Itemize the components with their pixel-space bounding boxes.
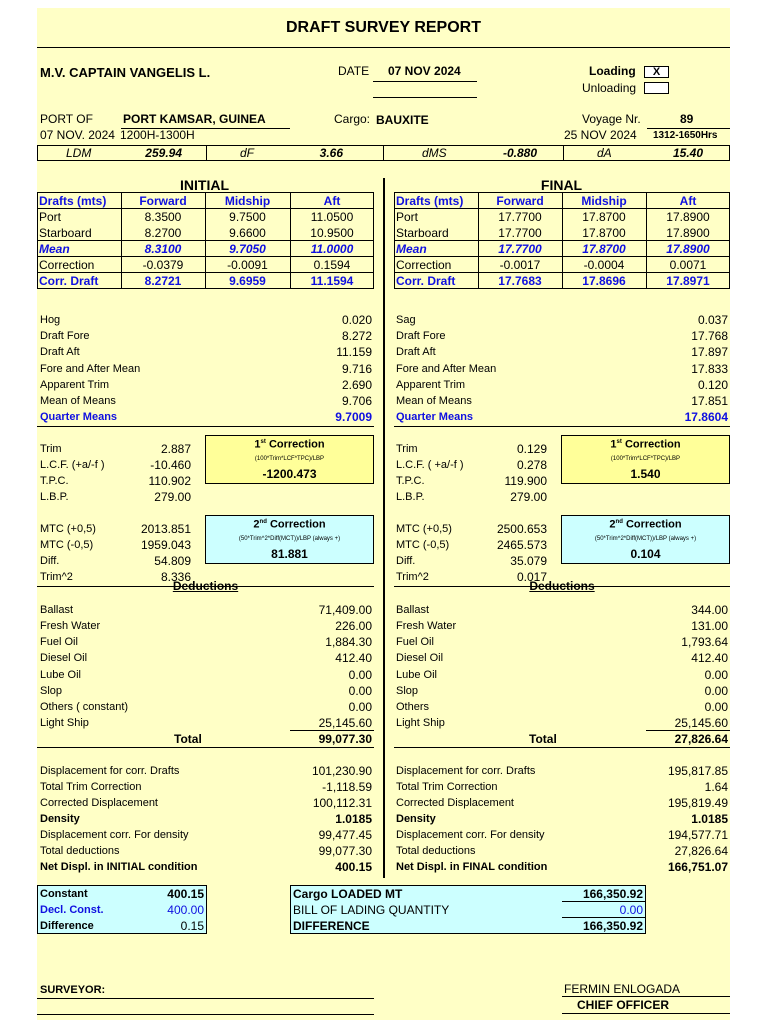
final-corr2-sup: nd [615, 519, 623, 525]
initial-lbp-value: 279.00 [154, 490, 191, 504]
final-first-correction-box [561, 435, 730, 484]
initial-mean-of-means-label: Mean of Means [40, 395, 116, 407]
final-trim2-value: 0.017 [516, 570, 547, 584]
initial-stbd-aft: 10.9500 [310, 226, 354, 240]
initial-stbd-midship: 9.6600 [229, 226, 266, 240]
initial-port-aft: 11.0500 [310, 210, 354, 224]
initial-draft-aft-value: 11.159 [336, 345, 372, 359]
officer-signature-line-2 [562, 1013, 730, 1014]
final-col-aft: Aft [679, 194, 697, 208]
final-slop-label: Slop [396, 685, 419, 697]
final-total-value: 27,826.64 [674, 732, 728, 746]
initial-mean-midship: 9.7050 [229, 242, 266, 256]
initial-lube-oil-label: Lube Oil [40, 669, 81, 681]
initial-row-correction: Correction [39, 258, 95, 272]
final-lube-oil-value: 0.00 [704, 668, 728, 682]
final-ballast-label: Ballast [396, 604, 430, 616]
initial-lcf-value: -10.460 [150, 458, 191, 472]
final-mean-forward: 17.7700 [498, 242, 542, 256]
final-row-corr-draft: Corr. Draft [396, 274, 456, 288]
initial-row-starboard: Starboard [39, 226, 92, 240]
loading-checkbox[interactable]: X [644, 66, 669, 78]
initial-net-displ-label: Net Displ. in INITIAL condition [40, 861, 198, 873]
final-trim-label: Trim [396, 443, 418, 455]
initial-fa-mean-label: Fore and After Mean [40, 363, 141, 375]
summary-ldm-value: 259.94 [145, 146, 182, 160]
final-corr-midship: -0.0004 [583, 258, 625, 272]
cargo-box [290, 885, 646, 934]
decl-const-label: Decl. Const. [40, 904, 104, 916]
final-row-port: Port [396, 210, 419, 224]
initial-disp-density-label: Displacement corr. For density [40, 829, 189, 841]
initial-trim2-label: Trim^2 [40, 571, 73, 583]
bill-of-lading-label: BILL OF LADING QUANTITY [293, 903, 450, 917]
initial-mean-aft: 11.0000 [310, 242, 354, 256]
final-time: 1312-1650Hrs [653, 130, 718, 141]
final-sag-value: 0.037 [697, 313, 728, 327]
final-corr2-num: 2 [609, 518, 616, 531]
final-row-starboard: Starboard [396, 226, 449, 240]
final-diff-value: 35.079 [510, 554, 547, 568]
cargo-loaded-label: Cargo LOADED MT [293, 887, 403, 901]
final-total-deductions-value: 27,826.64 [674, 844, 728, 858]
initial-corr1-num: 1 [254, 438, 261, 451]
final-corrected-disp-value: 195,819.49 [667, 796, 728, 810]
initial-corr-forward: -0.0379 [142, 258, 184, 272]
initial-port-midship: 9.7500 [229, 210, 266, 224]
initial-corr1-sup: st [260, 439, 266, 445]
final-heading: FINAL [540, 177, 583, 193]
final-diff-label: Diff. [396, 555, 416, 567]
final-trim-corr-label: Total Trim Correction [396, 781, 498, 793]
final-mean-of-means-label: Mean of Means [396, 395, 472, 407]
final-row-mean: Mean [396, 242, 427, 256]
initial-diesel-oil-value: 412.40 [335, 651, 372, 665]
summary-dms-label: dMS [422, 146, 447, 160]
final-mtc-plus-value: 2500.653 [496, 522, 547, 536]
final-corr2-value: 0.104 [630, 547, 661, 561]
final-disp-density-label: Displacement corr. For density [396, 829, 545, 841]
initial-col-midship: Midship [224, 194, 271, 208]
cargo-difference-value: 166,350.92 [582, 919, 643, 933]
initial-mean-of-means-value: 9.706 [341, 394, 372, 408]
initial-trim-corr-label: Total Trim Correction [40, 781, 142, 793]
final-draft-aft-value: 17.897 [691, 345, 728, 359]
final-mtc-minus-value: 2465.573 [496, 538, 547, 552]
final-disp-corr-value: 195,817.85 [667, 764, 728, 778]
officer-title: CHIEF OFFICER [577, 998, 669, 1012]
final-cd-aft: 17.8971 [666, 274, 710, 288]
initial-col-forward: Forward [139, 194, 187, 208]
unloading-label: Unloading [582, 81, 637, 95]
initial-disp-corr-value: 101,230.90 [311, 764, 372, 778]
initial-second-correction-box [205, 515, 374, 564]
final-lube-oil-label: Lube Oil [396, 669, 437, 681]
unloading-checkbox[interactable] [644, 82, 669, 94]
initial-lube-oil-value: 0.00 [348, 668, 372, 682]
final-light-ship-value: 25,145.60 [674, 716, 728, 730]
final-apparent-trim-label: Apparent Trim [396, 379, 466, 391]
initial-density-label: Density [40, 813, 80, 825]
final-stbd-aft: 17.8900 [666, 226, 710, 240]
final-apparent-trim-value: 0.120 [697, 378, 728, 392]
final-quarter-means-label: Quarter Means [396, 411, 474, 423]
final-port-midship: 17.8700 [582, 210, 626, 224]
cargo-difference-label: DIFFERENCE [293, 919, 370, 933]
final-mean-of-means-value: 17.851 [691, 394, 728, 408]
final-port-forward: 17.7700 [498, 210, 542, 224]
final-slop-value: 0.00 [704, 684, 728, 698]
initial-date: 07 NOV. 2024 [40, 128, 115, 142]
vessel-name: M.V. CAPTAIN VANGELIS L. [40, 65, 211, 80]
initial-total-label: Total [174, 732, 202, 746]
initial-draft-fore-label: Draft Fore [40, 330, 90, 342]
initial-corr2-sup: nd [259, 519, 267, 525]
final-corr1-title: Correction [621, 438, 681, 451]
final-corr1-sup: st [616, 439, 622, 445]
decl-const-value: 400.00 [167, 903, 204, 917]
final-mtc-minus-label: MTC (-0,5) [396, 539, 450, 551]
loading-label: Loading [589, 64, 636, 78]
initial-draft-fore-value: 8.272 [341, 329, 372, 343]
initial-corr-aft: 0.1594 [313, 258, 351, 272]
final-lbp-value: 279.00 [510, 490, 547, 504]
final-draft-aft-label: Draft Aft [396, 346, 436, 358]
final-row-correction: Correction [396, 258, 452, 272]
initial-corr1-title: Correction [265, 438, 325, 451]
final-corr1-value: 1.540 [630, 467, 661, 481]
initial-row-corr-draft: Corr. Draft [39, 274, 99, 288]
initial-port-forward: 8.3500 [144, 210, 182, 224]
report-title: DRAFT SURVEY REPORT [286, 19, 481, 36]
initial-apparent-trim-label: Apparent Trim [40, 379, 110, 391]
final-sag-label: Sag [396, 314, 416, 326]
initial-stbd-forward: 8.2700 [144, 226, 182, 240]
initial-draft-aft-label: Draft Aft [40, 346, 80, 358]
constant-difference-value: 0.15 [180, 919, 204, 933]
initial-slop-label: Slop [40, 685, 63, 697]
summary-da-value: 15.40 [672, 146, 703, 160]
final-disp-density-value: 194,577.71 [667, 828, 728, 842]
final-trim-corr-value: 1.64 [704, 780, 728, 794]
initial-quarter-means-label: Quarter Means [40, 411, 118, 423]
final-corr1-formula: (100*Trim*LCF*TPC)/LBP [610, 456, 681, 462]
cargo-label: Cargo: [334, 112, 371, 126]
initial-trim-label: Trim [40, 443, 62, 455]
officer-name: FERMIN ENLOGADA [564, 982, 681, 996]
final-fresh-water-value: 131.00 [691, 619, 728, 633]
title-rule [37, 47, 730, 48]
initial-corr1-value: -1200.473 [262, 467, 317, 481]
final-cd-forward: 17.7683 [498, 274, 542, 288]
initial-cd-forward: 8.2721 [144, 274, 182, 288]
final-fa-mean-label: Fore and After Mean [396, 363, 497, 375]
port-label: PORT OF [40, 112, 93, 126]
final-trim-value: 0.129 [516, 442, 547, 456]
final-corr2-formula: (50*Trim^2*Diff(MCT))/LBP (always +) [594, 536, 697, 542]
initial-deductions-title: Deductions [172, 579, 239, 593]
initial-row-mean: Mean [39, 242, 70, 256]
final-stbd-midship: 17.8700 [582, 226, 626, 240]
initial-time: 1200H-1300H [120, 128, 195, 142]
final-fa-mean-value: 17.833 [691, 362, 728, 376]
initial-lcf-label: L.C.F. (+a/-f ) [40, 459, 105, 471]
final-mean-aft: 17.8900 [666, 242, 710, 256]
initial-disp-density-value: 99,477.45 [318, 828, 372, 842]
final-date: 25 NOV 2024 [564, 128, 637, 142]
final-stbd-forward: 17.7700 [498, 226, 542, 240]
final-disp-corr-label: Displacement for corr. Drafts [396, 765, 536, 777]
date-label: DATE [338, 64, 370, 78]
final-tpc-value: 119.900 [504, 474, 547, 488]
date-underline [373, 81, 477, 82]
initial-first-correction-box [205, 435, 374, 484]
initial-fuel-oil-value: 1,884.30 [325, 635, 372, 649]
date-underline-2 [373, 97, 477, 98]
final-corrected-disp-label: Corrected Displacement [396, 797, 514, 809]
summary-df-label: dF [240, 146, 255, 160]
initial-fresh-water-label: Fresh Water [40, 620, 101, 632]
final-diesel-oil-label: Diesel Oil [396, 652, 444, 664]
initial-net-displ-value: 400.15 [335, 860, 372, 874]
initial-mtc-plus-label: MTC (+0,5) [40, 523, 96, 535]
initial-lbp-label: L.B.P. [40, 491, 69, 503]
initial-trim2-value: 8.336 [160, 570, 191, 584]
final-light-ship-label: Light Ship [396, 717, 445, 729]
voyage-value: 89 [680, 112, 694, 126]
initial-corr2-value: 81.881 [271, 547, 308, 561]
initial-others-value: 0.00 [348, 700, 372, 714]
final-density-value: 1.0185 [691, 812, 728, 826]
bill-of-lading-value: 0.00 [619, 903, 643, 917]
initial-ballast-value: 71,409.00 [318, 603, 372, 617]
final-total-deductions-label: Total deductions [396, 845, 476, 857]
draft-survey-sheet [37, 8, 730, 1020]
summary-dms-value: -0.880 [502, 146, 537, 160]
cargo-loaded-value: 166,350.92 [582, 887, 643, 901]
initial-cd-midship: 9.6959 [229, 274, 266, 288]
initial-corrected-disp-value: 100,112.31 [312, 796, 372, 810]
final-mtc-plus-label: MTC (+0,5) [396, 523, 452, 535]
final-cd-midship: 17.8696 [582, 274, 626, 288]
final-mean-midship: 17.8700 [582, 242, 626, 256]
final-others-label: Others [396, 701, 430, 713]
initial-fuel-oil-label: Fuel Oil [40, 636, 78, 648]
initial-mtc-minus-label: MTC (-0,5) [40, 539, 94, 551]
final-corr-forward: -0.0017 [499, 258, 541, 272]
surveyor-label: SURVEYOR: [40, 984, 106, 996]
initial-density-value: 1.0185 [335, 812, 372, 826]
final-corr1-num: 1 [610, 438, 617, 451]
initial-diff-label: Diff. [40, 555, 60, 567]
cargo-value: BAUXITE [376, 113, 429, 127]
initial-hog-value: 0.020 [341, 313, 372, 327]
summary-df-value: 3.66 [319, 146, 343, 160]
summary-da-label: dA [597, 146, 612, 160]
initial-row-port: Port [39, 210, 62, 224]
initial-corr2-title: Correction [266, 518, 326, 531]
final-lcf-label: L.C.F. ( +a/-f ) [396, 459, 464, 471]
initial-heading: INITIAL [180, 177, 229, 193]
surveyor-signature-line [37, 998, 374, 999]
officer-signature-line [562, 996, 730, 997]
initial-fresh-water-value: 226.00 [335, 619, 372, 633]
initial-col-drafts: Drafts (mts) [39, 194, 107, 208]
initial-ballast-label: Ballast [40, 604, 74, 616]
final-net-displ-label: Net Displ. in FINAL condition [396, 861, 548, 873]
initial-cd-aft: 11.1594 [310, 274, 354, 288]
initial-corr1-formula: (100*Trim*LCF*TPC)/LBP [254, 456, 325, 462]
initial-total-deductions-label: Total deductions [40, 845, 120, 857]
initial-corr2-num: 2 [253, 518, 260, 531]
initial-trim-corr-value: -1,118.59 [322, 780, 372, 794]
voyage-label: Voyage Nr. [582, 112, 641, 126]
final-corr-aft: 0.0071 [669, 258, 707, 272]
initial-diesel-oil-label: Diesel Oil [40, 652, 88, 664]
final-density-label: Density [396, 813, 436, 825]
initial-others-label: Others ( constant) [40, 701, 129, 713]
constant-difference-label: Difference [40, 920, 94, 932]
final-lbp-label: L.B.P. [396, 491, 425, 503]
initial-light-ship-label: Light Ship [40, 717, 89, 729]
final-fuel-oil-value: 1,793.64 [681, 635, 728, 649]
final-quarter-means-value: 17.8604 [684, 410, 728, 424]
initial-mean-forward: 8.3100 [144, 242, 182, 256]
final-trim2-label: Trim^2 [396, 571, 429, 583]
initial-total-value: 99,077.30 [318, 732, 372, 746]
final-col-forward: Forward [496, 194, 544, 208]
initial-quarter-means-value: 9.7009 [335, 410, 372, 424]
final-diesel-oil-value: 412.40 [691, 651, 728, 665]
initial-tpc-label: T.P.C. [40, 475, 69, 487]
initial-slop-value: 0.00 [348, 684, 372, 698]
initial-disp-corr-label: Displacement for corr. Drafts [40, 765, 180, 777]
final-deductions-title: Deductions [529, 579, 595, 593]
initial-corrected-disp-label: Corrected Displacement [40, 797, 158, 809]
initial-apparent-trim-value: 2.690 [341, 378, 372, 392]
final-total-label: Total [529, 732, 557, 746]
final-col-midship: Midship [581, 194, 627, 208]
final-net-displ-value: 166,751.07 [667, 860, 728, 874]
initial-fa-mean-value: 9.716 [341, 362, 372, 376]
initial-tpc-value: 110.902 [148, 474, 191, 488]
initial-col-aft: Aft [323, 194, 341, 208]
final-draft-fore-value: 17.768 [691, 329, 728, 343]
constant-label: Constant [40, 888, 88, 900]
initial-mtc-minus-value: 1959.043 [140, 538, 191, 552]
final-tpc-label: T.P.C. [396, 475, 425, 487]
final-lcf-value: 0.278 [516, 458, 547, 472]
initial-light-ship-value: 25,145.60 [318, 716, 372, 730]
voyage-underline [647, 128, 730, 129]
final-draft-fore-label: Draft Fore [396, 330, 446, 342]
final-corr2-title: Correction [622, 518, 682, 531]
initial-corr-midship: -0.0091 [227, 258, 268, 272]
final-others-value: 0.00 [704, 700, 728, 714]
initial-total-deductions-value: 99,077.30 [318, 844, 372, 858]
initial-diff-value: 54.809 [154, 554, 191, 568]
center-divider [383, 178, 385, 878]
final-col-drafts: Drafts (mts) [396, 194, 464, 208]
constant-value: 400.15 [167, 887, 204, 901]
initial-corr2-formula: (50*Trim^2*Diff(MCT))/LBP (always +) [238, 536, 341, 542]
final-second-correction-box [561, 515, 730, 564]
final-fuel-oil-label: Fuel Oil [396, 636, 434, 648]
surveyor-signature-line-2 [37, 1014, 374, 1015]
final-port-aft: 17.8900 [666, 210, 710, 224]
initial-trim-value: 2.887 [160, 442, 191, 456]
initial-hog-label: Hog [40, 314, 61, 326]
final-fresh-water-label: Fresh Water [396, 620, 457, 632]
constant-box [37, 885, 207, 934]
summary-ldm-label: LDM [66, 146, 92, 160]
final-ballast-value: 344.00 [691, 603, 728, 617]
port-value: PORT KAMSAR, GUINEA [123, 112, 266, 126]
initial-mtc-plus-value: 2013.851 [140, 522, 191, 536]
date-value: 07 NOV 2024 [388, 64, 461, 78]
